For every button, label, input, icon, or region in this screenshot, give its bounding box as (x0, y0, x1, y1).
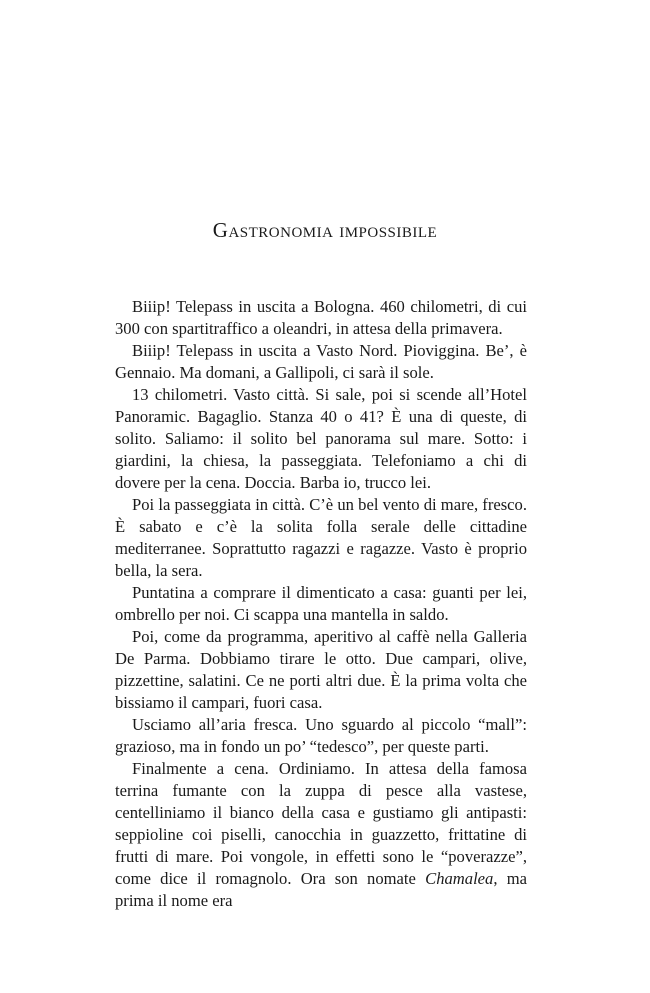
italic-term: Chamalea (425, 869, 494, 888)
paragraph: Poi, come da programma, aperitivo al caffè nella Galleria De Parma. Dobbiamo tirare le otto. Due campari, olive, pizzettine, salatini. Ce ne porti altri due. È la prima volta che bissiamo il campari, fuori casa. (115, 627, 527, 712)
body-text (115, 296, 527, 912)
paragraph: Puntatina a comprare il dimenticato a casa: guanti per lei, ombrello per noi. Ci scappa una mantella in saldo. (115, 583, 527, 624)
paragraph: Usciamo all’aria fresca. Uno sguardo al piccolo “mall”: grazioso, ma in fondo un po’ “tedesco”, per queste parti. (115, 715, 527, 756)
paragraph-tail: , ma prima il nome era (115, 869, 527, 910)
paragraph: 13 chilometri. Vasto città. Si sale, poi si scende all’Hotel Panoramic. Bagaglio. Stanza 40 o 41? È una di queste, di solito. Saliamo: il solito bel panorama sul mare. Sotto: i giardini, la chiesa, la passeggiata. Telefoniamo a chi di dovere per la cena. Doccia. Barba io, trucco lei. (115, 385, 527, 492)
paragraph-text: Finalmente a cena. Ordiniamo. In attesa della famosa terrina fumante con la zuppa di pesce alla vastese, centelliniamo il bianco della casa e gustiamo gli antipasti: seppioline coi piselli, canocchia in guazzetto, frittatine di frutti di mare. Poi vongole, in effetti sono le “poverazze”, come dice il romagnolo. Ora son nomate (115, 759, 527, 888)
paragraph: Poi la passeggiata in città. C’è un bel vento di mare, fresco. È sabato e c’è la solita folla serale delle cittadine mediterranee. Soprattutto ragazzi e ragazze. Vasto è proprio bella, la sera. (115, 495, 527, 580)
paragraph-last (115, 758, 527, 912)
paragraph: Biiip! Telepass in uscita a Vasto Nord. Pioviggina. Be’, è Gennaio. Ma domani, a Gallipoli, ci sarà il sole. (115, 341, 527, 382)
paragraph: Biiip! Telepass in uscita a Bologna. 460 chilometri, di cui 300 con spartitraffico a oleandri, in attesa della primavera. (115, 297, 527, 338)
chapter-title: Gastronomia impossibile (212, 218, 438, 242)
